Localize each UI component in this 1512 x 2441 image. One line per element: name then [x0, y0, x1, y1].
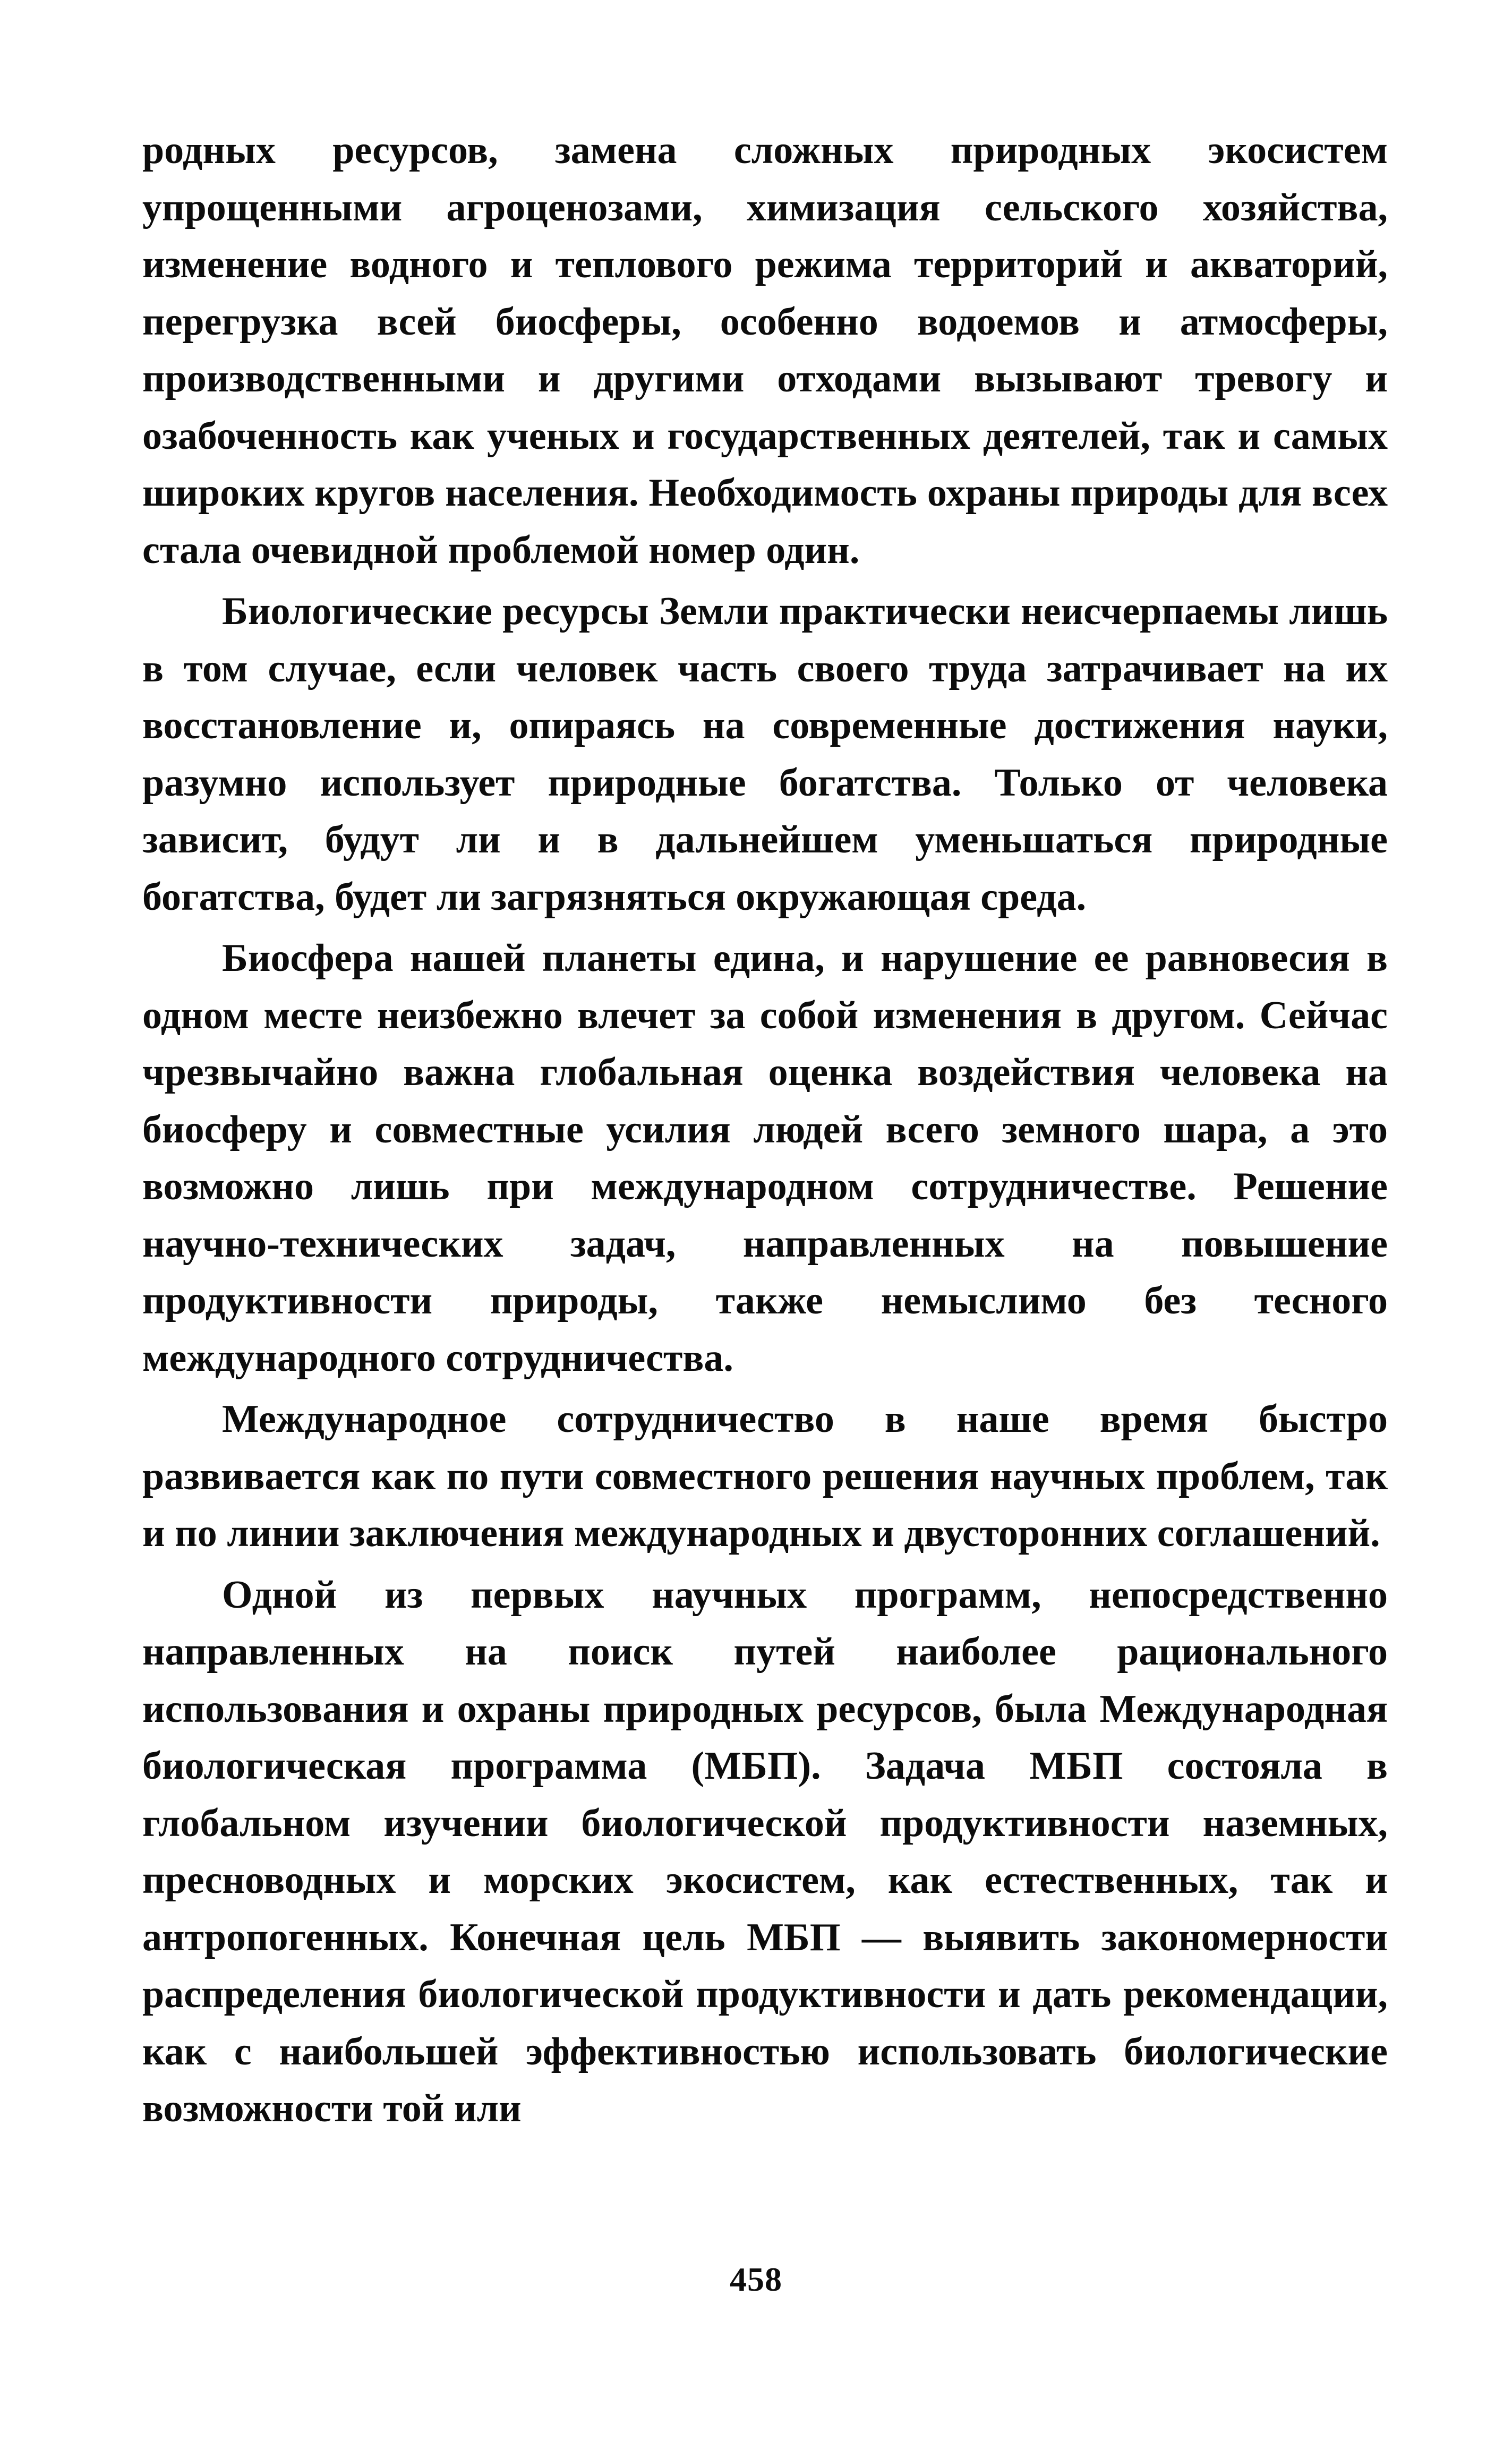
paragraph-3: Биосфера нашей планеты едина, и нарушение ее равновесия в одном месте неизбежно влечет за собой изменения в другом. Сейчас чрезвычайно важна глобальная оценка воздействия человека на биосферу и совместные усилия людей всего земного шара, а это возможно лишь при международном сотрудничестве. Решение научно-технических задач, направленных на повышение продуктивности природы, также немыслимо без тесного международного сотрудничества. — [142, 936, 1388, 1380]
body-text — [142, 122, 1388, 2142]
paragraph-5: Одной из первых научных программ, непосредственно направленных на поиск путей наиболее рационального использования и охраны природных ресурсов, была Международная биологическая программа (МБП). Задача МБП состояла в глобальном изучении биологической продуктивности наземных, пресноводных и морских экосистем, как естественных, так и антропогенных. Конечная цель МБП — выявить закономерности распределения биологической продуктивности и дать рекомендации, как с наибольшей эффективностью использовать биологические возможности той или — [142, 1573, 1388, 2130]
page-number: 458 — [730, 2260, 782, 2298]
paragraph-1: родных ресурсов, замена сложных природных экосистем упрощенными агроценозами, химизация сельского хозяйства, изменение водного и теплового режима территорий и акваторий, перегрузка всей биосферы, особенно водоемов и атмосферы, производственными и другими отходами вызывают тревогу и озабоченность как ученых и государственных деятелей, так и самых широких кругов населения. Необходимость охраны природы для всех стала очевидной проблемой номер один. — [142, 129, 1388, 572]
paragraph-4: Международное сотрудничество в наше время быстро развивается как по пути совместного решения научных проблем, так и по линии заключения международных и двусторонних соглашений. — [142, 1397, 1388, 1555]
paragraph-2: Биологические ресурсы Земли практически неисчерпаемы лишь в том случае, если человек часть своего труда затрачивает на их восстановление и, опираясь на современные достижения науки, разумно использует природные богатства. Только от человека зависит, будут ли и в дальнейшем уменьшаться природные богатства, будет ли загрязняться окружающая среда. — [142, 590, 1388, 919]
